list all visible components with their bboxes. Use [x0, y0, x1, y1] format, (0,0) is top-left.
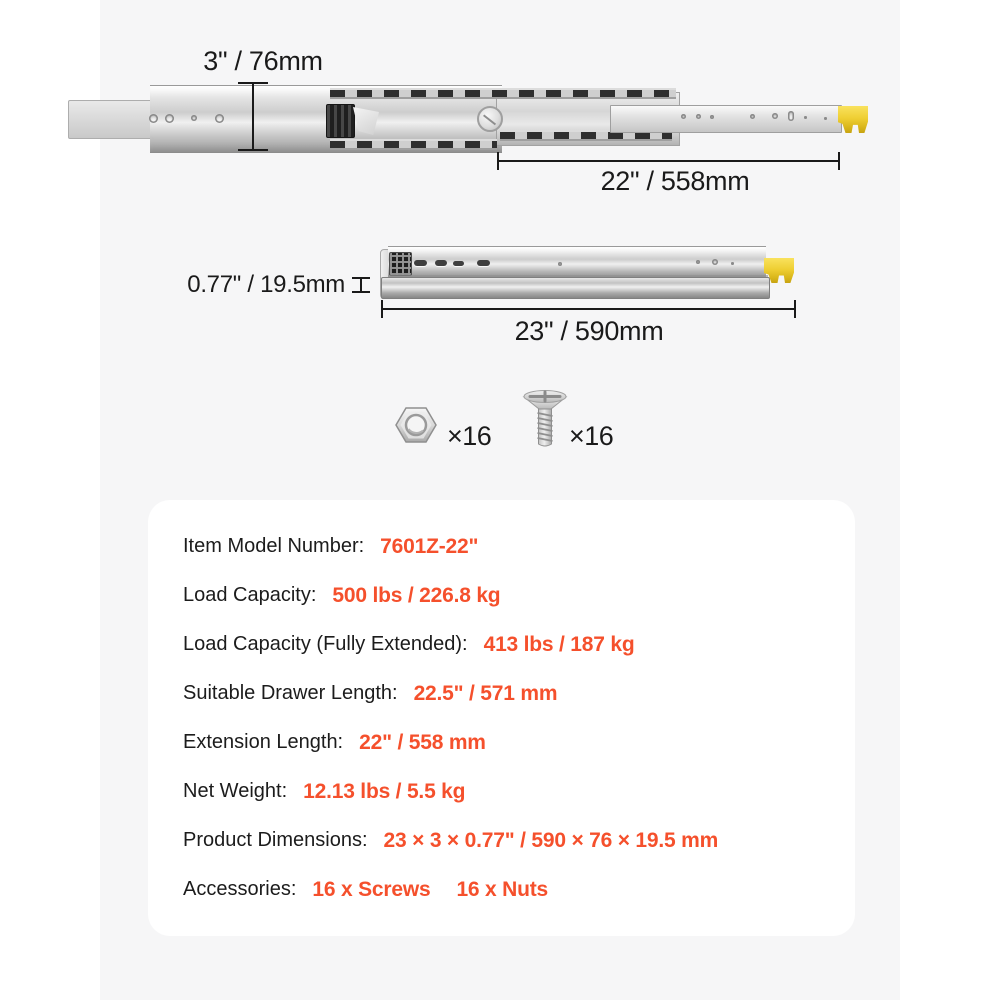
spec-row-accessories: [183, 865, 855, 914]
spec-label: Product Dimensions:: [183, 829, 368, 851]
mounting-hole: [191, 115, 197, 121]
dimension-cap: [381, 300, 383, 318]
spec-label: Load Capacity:: [183, 584, 317, 606]
spec-value: 413 lbs / 187 kg: [483, 632, 635, 656]
length-dimension-label: 23" / 590mm: [514, 316, 664, 346]
rail-hole: [710, 115, 714, 119]
rail-slot: [453, 261, 464, 266]
nut-count-label: ×16: [447, 421, 492, 451]
lower-rail: [381, 277, 770, 299]
mounting-hole: [215, 114, 224, 123]
rail-hole: [712, 259, 718, 265]
lock-grille: [389, 252, 412, 276]
spec-value: 500 lbs / 226.8 kg: [332, 583, 501, 607]
spec-label: Load Capacity (Fully Extended):: [183, 633, 468, 655]
spec-value: 7601Z-22": [380, 534, 479, 558]
spec-label: Accessories:: [183, 878, 297, 900]
height-dimension-label: 3" / 76mm: [203, 46, 323, 76]
rail-hole: [824, 117, 827, 120]
spec-row-net-weight: [183, 767, 855, 816]
rail-slot: [435, 260, 447, 266]
bearing-track-bottom-outer: [330, 139, 497, 150]
spec-panel: [148, 500, 855, 936]
hex-nut-icon: [394, 404, 438, 446]
rail-slot: [788, 111, 794, 121]
spec-value: 16 x Nuts: [456, 877, 549, 901]
rail-hole: [731, 262, 734, 265]
rail-hole: [558, 262, 562, 266]
dimension-line-length: [382, 308, 795, 310]
dimension-cap: [794, 300, 796, 318]
spec-row-drawer-length: [183, 669, 855, 718]
dimension-cap: [838, 152, 840, 170]
mounting-hole: [149, 114, 158, 123]
spec-value: 22" / 558 mm: [359, 730, 486, 754]
spec-label: Net Weight:: [183, 780, 288, 802]
screw-count-label: ×16: [569, 421, 614, 451]
dimension-cap: [238, 149, 268, 151]
extension-dimension-label: 22" / 558mm: [600, 166, 750, 196]
bearing-track-top: [330, 88, 676, 99]
spec-row-product-dimensions: [183, 816, 855, 865]
spec-label: Suitable Drawer Length:: [183, 682, 398, 704]
spec-row-extension-length: [183, 718, 855, 767]
spec-label: Item Model Number:: [183, 535, 365, 557]
spec-label: Extension Length:: [183, 731, 344, 753]
thickness-dimension-label: 0.77" / 19.5mm: [187, 271, 345, 298]
rail-slot: [414, 260, 427, 266]
rail-hole: [804, 116, 807, 119]
rail-hole: [696, 114, 701, 119]
mounting-hole: [165, 114, 174, 123]
spec-value: 16 x Screws: [312, 877, 431, 901]
rail-hole: [772, 113, 778, 119]
spec-row-load-capacity: [183, 571, 855, 620]
thickness-stem: [360, 277, 362, 293]
dimension-line-extension: [498, 160, 839, 162]
screw-icon: [521, 388, 569, 450]
spec-value: 12.13 lbs / 5.5 kg: [303, 779, 466, 803]
spec-row-load-capacity-extended: [183, 620, 855, 669]
spec-row-model: [183, 522, 855, 571]
lock-mechanism: [326, 104, 355, 138]
spec-value: 23 × 3 × 0.77" / 590 × 76 × 19.5 mm: [383, 828, 719, 852]
spec-value: 22.5" / 571 mm: [413, 681, 558, 705]
dimension-cap: [497, 152, 499, 170]
mounting-bracket: [68, 100, 156, 139]
rail-hole: [681, 114, 686, 119]
dimension-line-height: [252, 83, 254, 150]
dimension-cap: [238, 82, 268, 84]
inner-rail: [610, 105, 842, 133]
cam-slot: [483, 114, 496, 125]
rail-hole: [696, 260, 700, 264]
rail-slot: [477, 260, 490, 266]
cam-roller: [477, 106, 503, 132]
rail-hole: [750, 114, 755, 119]
